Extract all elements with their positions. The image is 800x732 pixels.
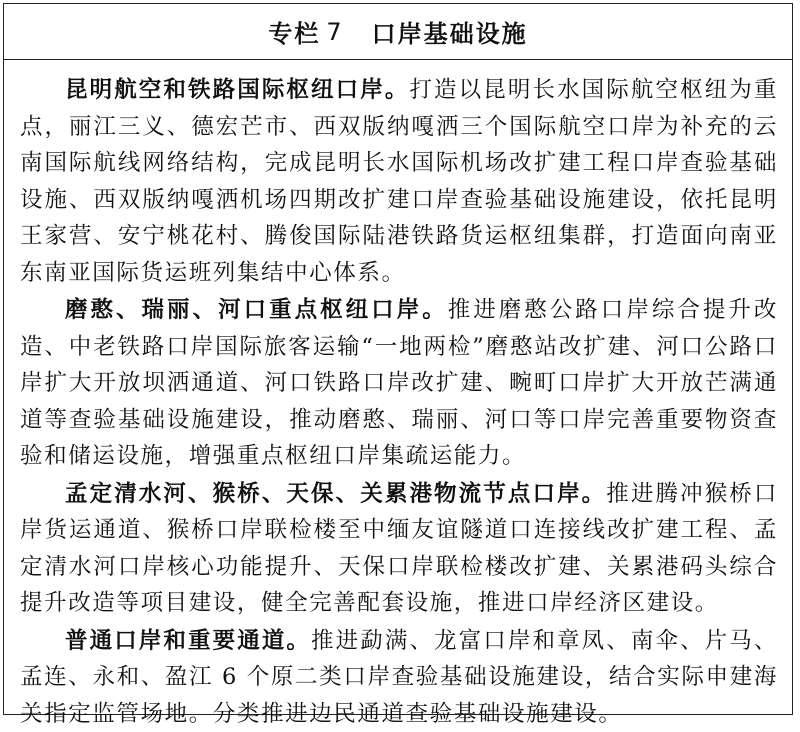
paragraph-heading: 普通口岸和重要通道。 — [65, 628, 311, 654]
column-box — [3, 3, 793, 715]
paragraph-key-hub-ports — [20, 292, 778, 475]
column-title-number: 7 — [326, 18, 343, 46]
paragraph-text: 推进腾冲猴桥口岸货运通道、猴桥口岸联检楼至中缅友谊隧道口连接线改扩建工程、孟定清水河口岸核心功能提升、天保口岸联检楼改扩建、关累港码头综合提升改造等项目建设，健全完善配套设施，推进口岸经济区建设。 — [20, 481, 778, 617]
paragraph-heading: 昆明航空和铁路国际枢纽口岸。 — [65, 77, 409, 103]
paragraph-text: 推进勐满、龙富口岸和章凤、南伞、片马、孟连、永和、盈江 6 个原二类口岸查验基础设施建设，结合实际申建海关指定监管场地。分类推进边民通道查验基础设施建设。 — [20, 628, 778, 727]
column-title-text: 口岸基础设施 — [372, 14, 528, 49]
column-title — [4, 4, 792, 60]
paragraph-text: 推进磨憨公路口岸综合提升改造、中老铁路口岸国际旅客运输“一地两检”磨憨站改扩建、河口公路口岸扩大开放坝洒通道、河口铁路口岸改扩建、畹町口岸扩大开放芒满通道等查验基础设施建设，推动磨憨、瑞丽、河口等口岸完善重要物资查验和储运设施，增强重点枢纽口岸集疏运能力。 — [20, 297, 778, 469]
column-body — [4, 60, 792, 732]
paragraph-heading: 磨憨、瑞丽、河口重点枢纽口岸。 — [65, 297, 448, 323]
paragraph-heading: 孟定清水河、猴桥、天保、关累港物流节点口岸。 — [65, 481, 606, 507]
column-title-prefix: 专栏 — [268, 14, 320, 49]
paragraph-kunming-hub — [20, 72, 778, 291]
paragraph-logistics-node-ports — [20, 476, 778, 622]
paragraph-general-ports — [20, 623, 778, 732]
paragraph-text: 打造以昆明长水国际航空枢纽为重点，丽江三义、德宏芒市、西双版纳嘎洒三个国际航空口岸为补充的云南国际航线网络结构，完成昆明长水国际机场改扩建工程口岸查验基础设施、西双版纳嘎洒机场四期改扩建口岸查验基础设施建设，依托昆明王家营、安宁桃花村、腾俊国际陆港铁路货运枢纽集群，打造面向南亚东南亚国际货运班列集结中心体系。 — [20, 77, 778, 286]
